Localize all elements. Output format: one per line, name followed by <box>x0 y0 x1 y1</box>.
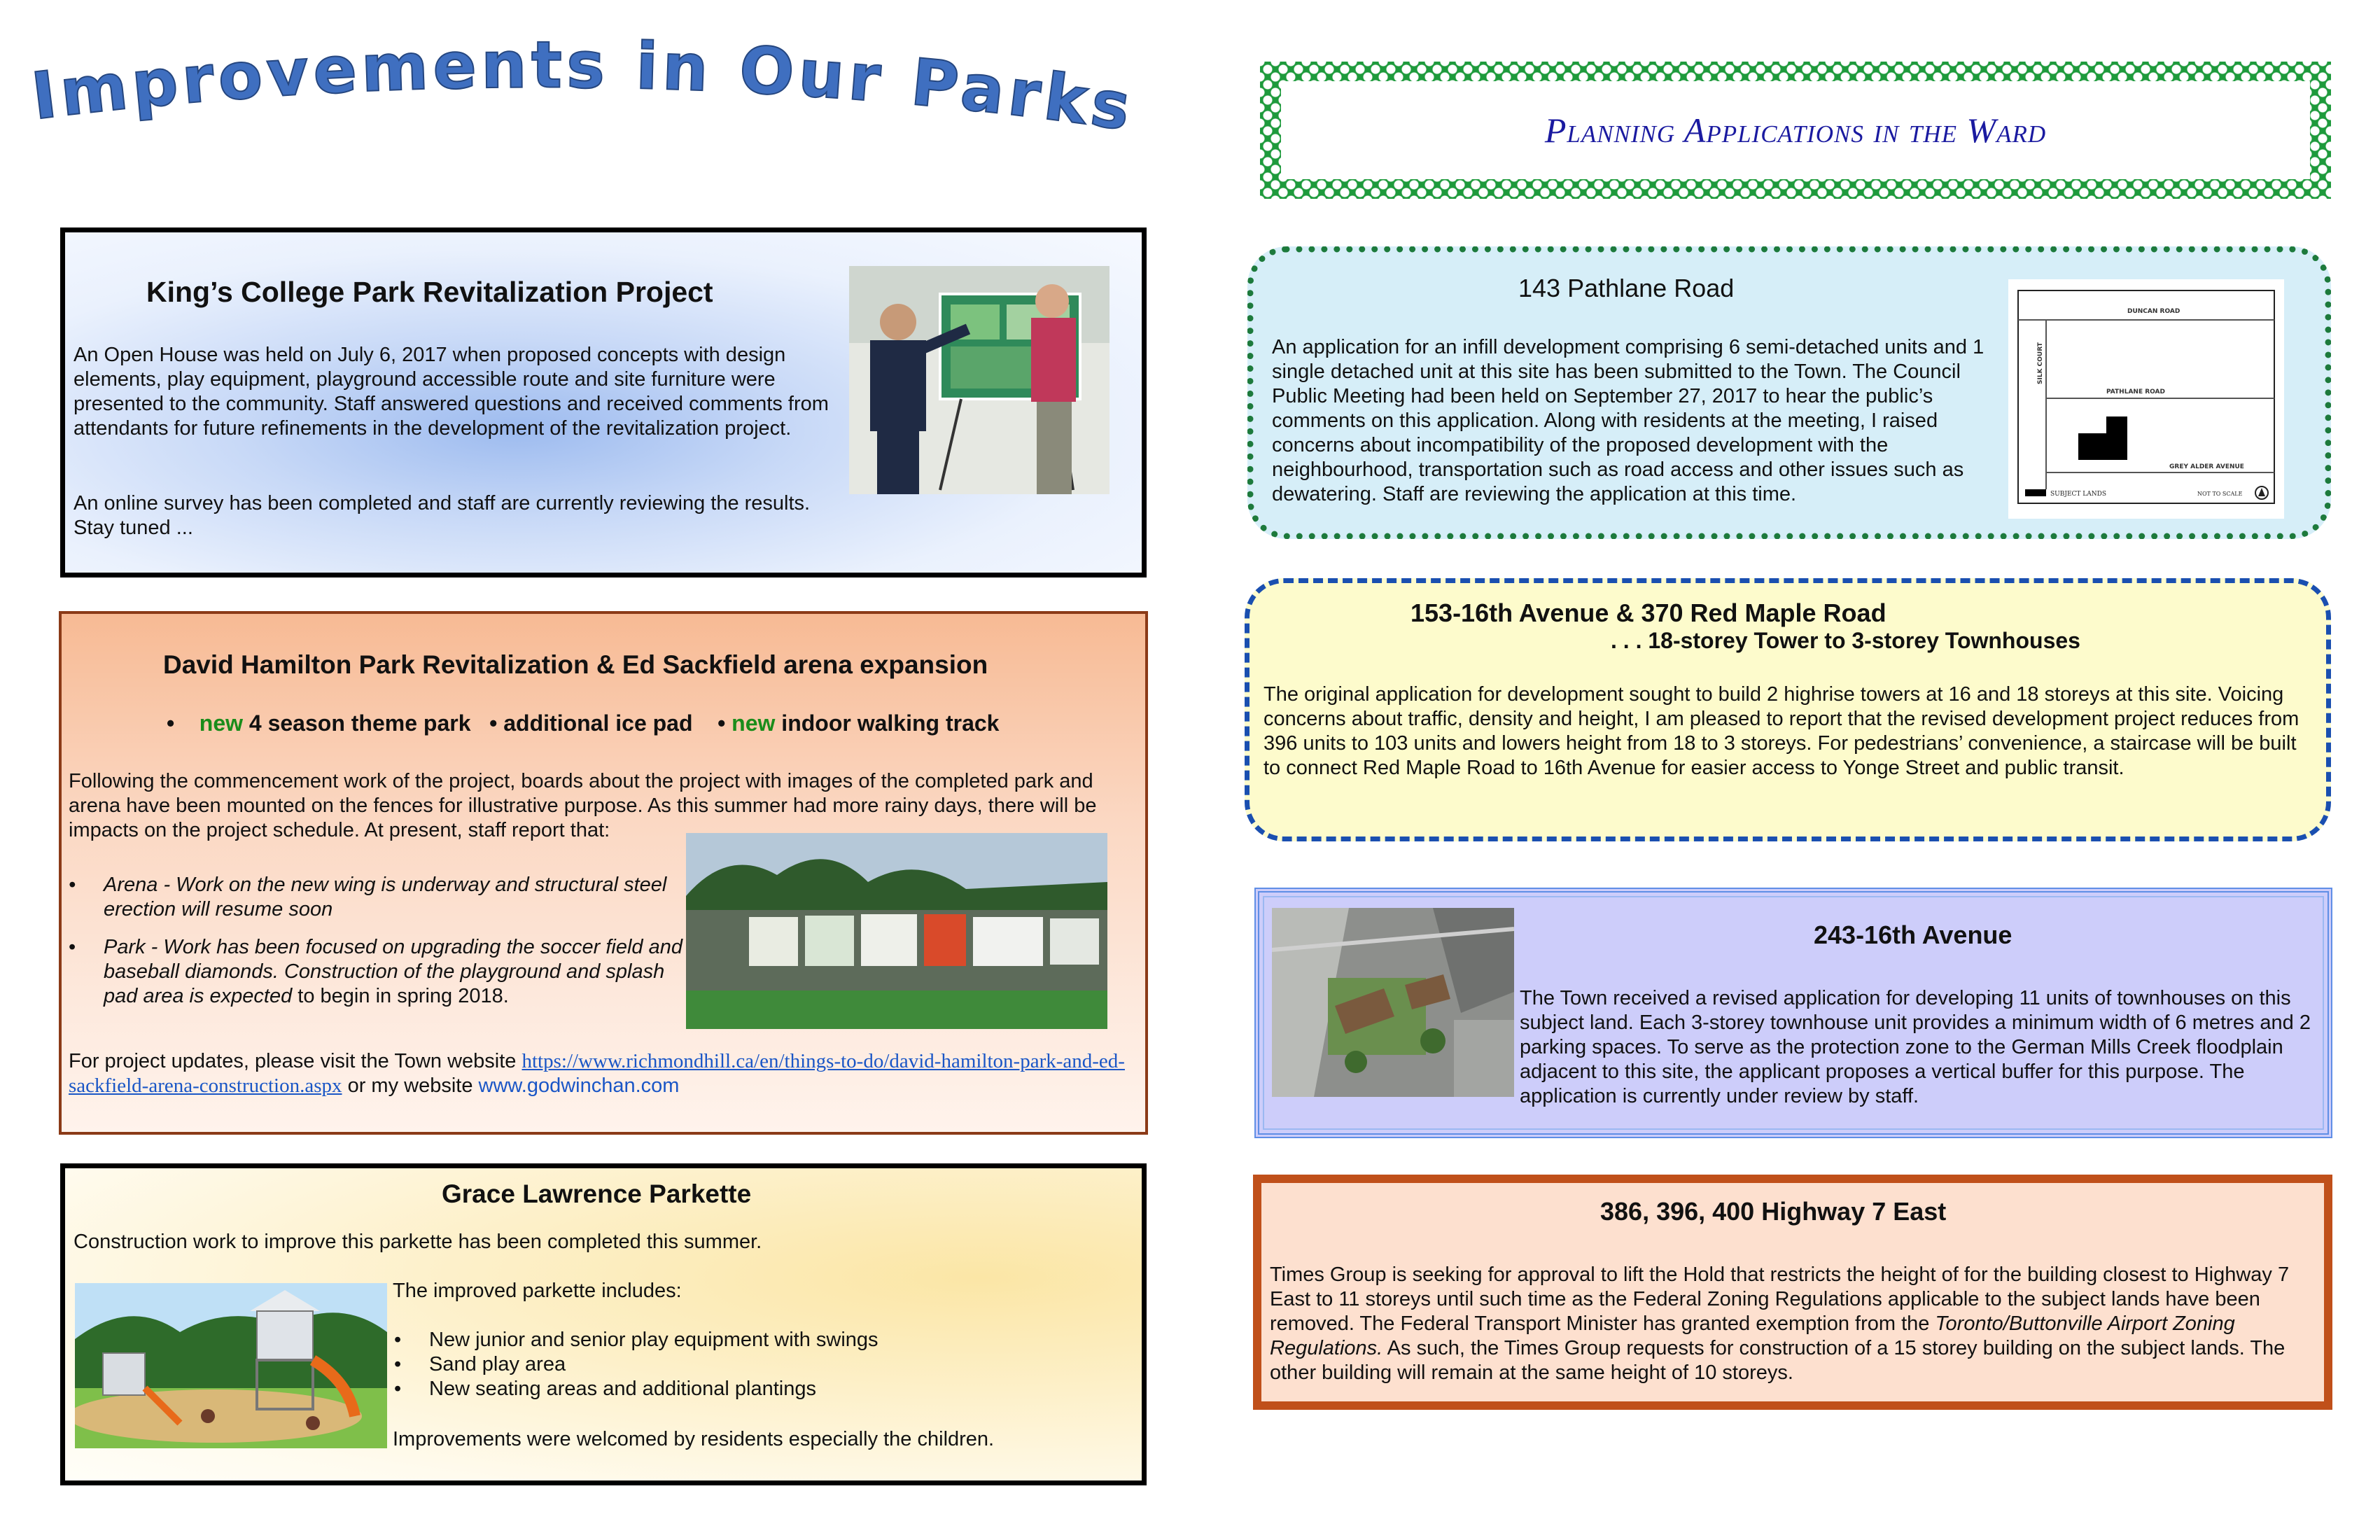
highway-7-section <box>1253 1175 2332 1410</box>
ave-243-body: The Town received a revised application for developing 11 units of townhouses on this subject land. Each 3-storey townhouse unit provides a minimum width of 6 metres and 2 parking spaces. To serve as the protection zone to the German Mills Creek floodplain adjacent to this site, the applicant proposes a vertical buffer for this purpose. The application is currently under review by staff. <box>1520 987 2311 1107</box>
david-status-list <box>67 873 697 1009</box>
updates-prefix: For project updates, please visit the Town website <box>69 1050 522 1072</box>
highlight-1: 4 season theme park <box>248 710 471 736</box>
grace-item-2: • Sand play area <box>393 1352 1093 1377</box>
grace-title: Grace Lawrence Parkette <box>442 1180 752 1208</box>
svg-text:Improvements in Our Parks <box>28 28 1139 146</box>
ave-243-title: 243-16th Avenue <box>1814 920 2012 949</box>
grace-item-1: • New junior and senior play equipment with swings <box>393 1328 1093 1352</box>
kings-college-park-section <box>60 227 1147 578</box>
town-website-link[interactable]: https://www.richmondhill.ca/en/things-to-do/david-hamilton-park-and-ed-sackfield-arena-construction.aspx <box>69 1050 1125 1097</box>
sixteenth-subtitle: . . . 18-storey Tower to 3-storey Townhouses <box>1611 628 2080 653</box>
ave-243-section <box>1254 888 2332 1138</box>
hwy7-body-part-a: Times Group is seeking for approval to lift the Hold that restricts the height of for the building closest to Highway 7 East to 11 storeys until such time as the Federal Zoning Regulations applicable to the subject lands have been removed. The Federal Transport Minister has granted exemption from the <box>1270 1264 2290 1335</box>
updates-mid: or my website <box>342 1074 479 1097</box>
status-arena <box>67 873 697 922</box>
map-label-road4: SILK COURT <box>2037 342 2044 384</box>
playground-photo <box>75 1283 387 1448</box>
grace-item-3: • New seating areas and additional plantings <box>393 1377 1093 1401</box>
kings-title: King’s College Park Revitalization Project <box>146 276 713 308</box>
grace-includes: The improved parkette includes: <box>393 1280 682 1302</box>
planning-banner <box>1260 62 2331 199</box>
grace-intro: Construction work to improve this parkette has been completed this summer. <box>74 1231 762 1253</box>
map-legend: SUBJECT LANDS <box>2050 491 2107 498</box>
david-updates <box>69 1049 1140 1098</box>
grace-lawrence-section <box>60 1163 1147 1485</box>
new-label-1: new <box>199 710 243 736</box>
pathlane-site-map <box>2008 279 2284 519</box>
open-house-photo <box>849 266 1110 494</box>
ave-243-aerial-photo <box>1272 908 1514 1097</box>
grace-improvements-list <box>393 1328 1093 1401</box>
sixteenth-title: 153-16th Avenue & 370 Red Maple Road <box>1410 598 1886 627</box>
status-park <box>67 935 697 1009</box>
status-park-rest: to begin in spring 2018. <box>292 985 509 1007</box>
page-title <box>21 28 1169 168</box>
bullet-glyph: • <box>167 710 175 736</box>
status-park-italic: Park - Work has been focused on upgrading the soccer field and baseball diamonds. Construction of the playground and splash pad area is expected <box>104 936 682 1007</box>
highlight-3: indoor walking track <box>781 710 1000 736</box>
new-label-2: new <box>732 710 776 736</box>
kings-paragraph-2: An online survey has been completed and staff are currently reviewing the results. Stay tuned ... <box>74 492 811 539</box>
planning-banner-title: Planning Applications in the Ward <box>1544 111 2047 150</box>
map-label-road2: PATHLANE ROAD <box>2106 388 2165 396</box>
planning-banner-inner <box>1281 81 2310 179</box>
pathlane-title: 143 Pathlane Road <box>1518 274 1735 302</box>
sixteenth-avenue-section <box>1245 578 2331 841</box>
construction-fence-photo <box>686 833 1107 1029</box>
page-title-text: Improvements in Our Parks <box>27 28 1140 146</box>
david-paragraph-text: Following the commencement work of the project, boards about the project with images of the completed park and arena have been mounted on the fences for illustrative purpose. As this summer had more rainy days, there will be impacts on the project schedule. At present, staff report that: <box>69 770 1097 841</box>
hwy7-body <box>1270 1263 2320 1385</box>
grace-closing: Improvements were welcomed by residents especially the children. <box>393 1428 995 1450</box>
david-title: David Hamilton Park Revitalization & Ed Sackfield arena expansion <box>163 650 988 679</box>
map-label-road1: DUNCAN ROAD <box>2127 308 2180 315</box>
david-hamilton-park-section <box>59 611 1148 1135</box>
pathlane-body: An application for an infill development comprising 6 semi-detached units and 1 single detached unit at this site has been submitted to the Town. The Council Public Meeting had been held on September 27, 2017 to hear the public’s comments on this application. Along with residents at the meeting, I raised concerns about incompatibility of the proposed development with the neighbourhood, transportation such as road access and other issues such as dewatering. Staff are reviewing the application at this time. <box>1272 336 1984 505</box>
hwy7-title: 386, 396, 400 Highway 7 East <box>1600 1197 1947 1226</box>
david-highlights: • new 4 season theme park • additional ice pad • new indoor walking track <box>167 710 1000 736</box>
kings-paragraph-1: An Open House was held on July 6, 2017 when proposed concepts with design elements, play equipment, playground accessible route and site furniture were presented to the community. Staff answered questions and received comments from attendants for future refinements in the development of the revitalization project. <box>74 344 829 440</box>
map-scale: NOT TO SCALE <box>2197 491 2243 497</box>
highlight-2: additional ice pad <box>503 710 693 736</box>
personal-website-link[interactable]: www.godwinchan.com <box>478 1074 680 1097</box>
status-arena-text: Arena - Work on the new wing is underway and structural steel erection will resume soon <box>104 874 667 920</box>
map-label-road3: GREY ALDER AVENUE <box>2169 463 2244 470</box>
david-paragraph-1 <box>69 769 1140 843</box>
sixteenth-body: The original application for development sought to build 2 highrise towers at 16 and 18 storeys at this site. Voicing concerns about traffic, density and height, I am pleased to report that the revised development project reduces from 396 units to 103 units and lowers height from 18 to 3 storeys. For pedestrians’ convenience, a staircase will be built to connect Red Maple Road to 16th Avenue for easier access to Yonge Street and public transit. <box>1264 683 2300 779</box>
hwy7-body-part-b: As such, the Times Group requests for construction of a 15 storey building on the subject lands. The other building will remain at the same height of 10 storeys. <box>1270 1337 2286 1384</box>
hwy7-body-italic: Toronto/Buttonville Airport Zoning Regulations. <box>1270 1312 2235 1359</box>
pathlane-road-section <box>1247 246 2331 539</box>
